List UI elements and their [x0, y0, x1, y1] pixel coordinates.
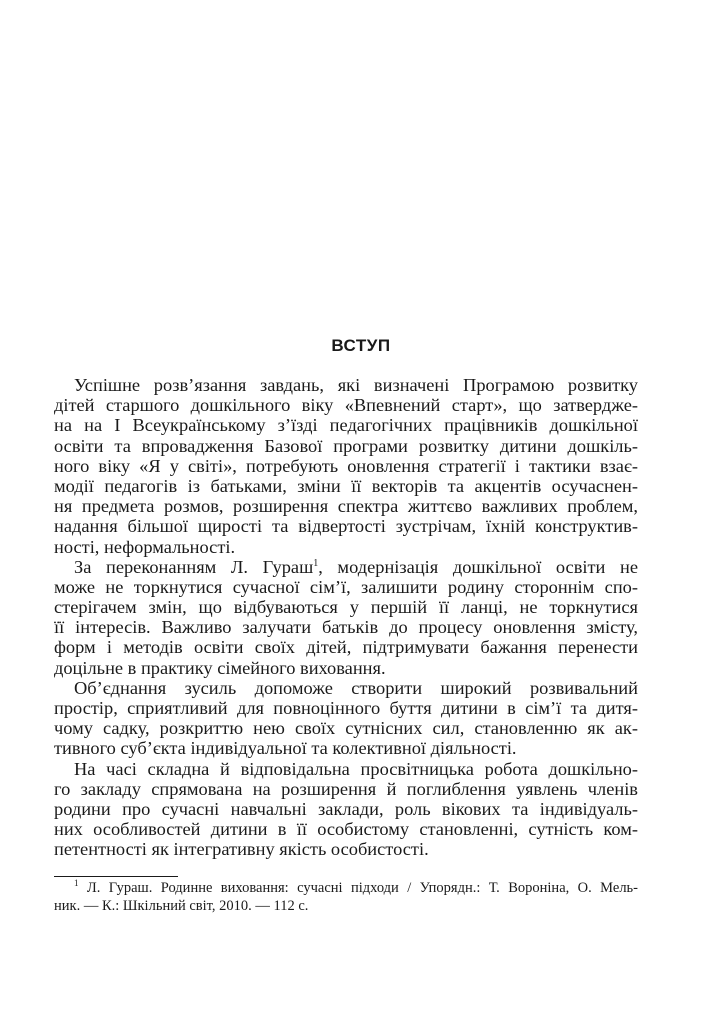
paragraph-2-line: стерігачем змін, що відбуваються у першій її ланці, не торкнутися — [54, 597, 638, 618]
paragraph-3-line: чому садку, розкриттю нею своїх сутнісних сил, становленню як ак- — [54, 718, 638, 739]
paragraph-2-line — [54, 557, 638, 577]
paragraph-2-line: може не торкнутися сучасної сім’ї, залишити родину стороннім спо- — [54, 576, 638, 597]
paragraph-4-line: родини про сучасні навчальні заклади, роль вікових та індивідуаль- — [54, 798, 638, 819]
footnote-line — [54, 880, 638, 898]
paragraph-4-line: них особливостей дитини в її особистому становленні, сутність ком- — [54, 819, 638, 840]
footnote-line: ник. — К.: Шкільний світ, 2010. — 112 с. — [54, 897, 309, 914]
paragraph-4-line: го закладу спрямована на розширення й поглиблення уявлень членів — [54, 778, 638, 799]
paragraph-2-line: форм і методів освіти своїх дітей, підтримувати бажання перенести — [54, 637, 638, 658]
paragraph-1-line: освіти та впровадження Базової програми розвитку дитини дошкіль- — [54, 435, 638, 456]
paragraph-2-text: За переконанням Л. Гураш — [74, 556, 314, 577]
body-text — [54, 375, 638, 860]
paragraph-1-line: ності, неформальності. — [54, 536, 236, 557]
paragraph-2-text: , модернізація дошкільної освіти не — [318, 556, 638, 577]
paragraph-1-line: модії педагогів із батьками, зміни її векторів та акцентів осучаснен- — [54, 475, 638, 496]
page-title: ВСТУП — [331, 336, 391, 355]
footnote-divider — [54, 876, 178, 877]
paragraph-3-line: тивного суб’єкта індивідуальної та колективної діяльності. — [54, 738, 517, 759]
paragraph-1-line: ня предмета розмов, розширення спектра життєво важливих проблем, — [54, 496, 638, 517]
paragraph-4-line: петентності як інтегративну якість особистості. — [54, 839, 429, 860]
paragraph-1-line: дітей старшого дошкільного віку «Впевнений старт», що затвердже- — [54, 395, 638, 416]
paragraph-2-line: доцільне в практику сімейного виховання. — [54, 657, 386, 678]
paragraph-2-line: її інтересів. Важливо залучати батьків до процесу оновлення змісту, — [54, 617, 638, 638]
footnote-text: Л. Гураш. Родинне виховання: сучасні підходи / Упорядн.: Т. Вороніна, О. Мель- — [78, 880, 638, 896]
paragraph-3-line: Об’єднання зусиль допоможе створити широкий розвивальний — [74, 677, 638, 698]
paragraph-3-line: простір, сприятливий для повноцінного буття дитини в сім’ї та дитя- — [54, 698, 638, 718]
paragraph-1-line: Успішне розв’язання завдань, які визначені Програмою розвитку — [74, 375, 638, 395]
paragraph-4-line: На часі складна й відповідальна просвітницька робота дошкільно- — [74, 758, 638, 779]
paragraph-1-line: ного віку «Я у світі», потребують оновлення стратегії і тактики взає- — [54, 455, 638, 476]
footnote — [54, 880, 638, 915]
footnote-reference: 1 — [313, 557, 319, 569]
paragraph-1-line: на на І Всеукраїнському з’їзді педагогічних працівників дошкільної — [54, 415, 638, 436]
footnote-mark: 1 — [74, 878, 79, 889]
paragraph-1-line: надання більшої щирості та відвертості зустрічам, їхній конструктив- — [54, 516, 638, 537]
